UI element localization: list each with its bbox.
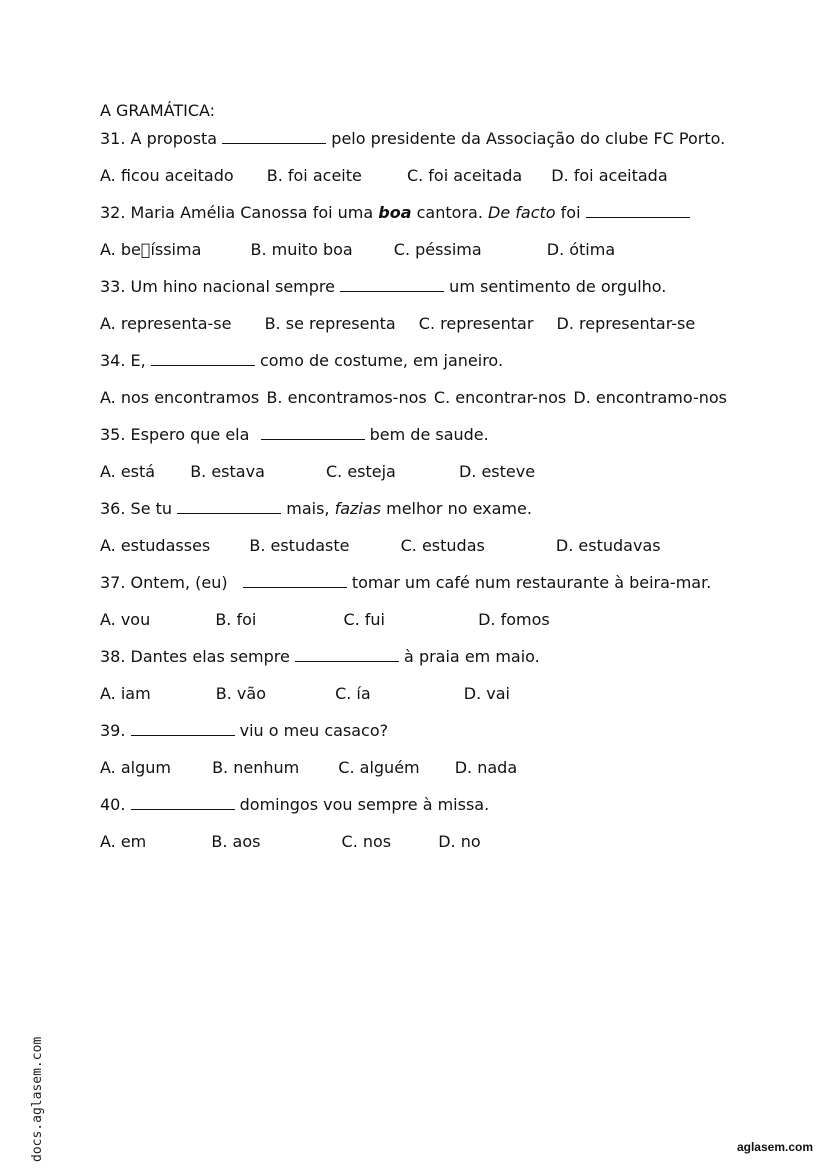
option-b: B. muito boa <box>250 240 353 259</box>
option-b: B. encontramos-nos <box>266 388 427 407</box>
option-b: B. estudaste <box>249 536 350 555</box>
answer-blank <box>177 499 281 514</box>
option-c: C. foi aceitada <box>406 166 523 185</box>
exercise-sheet <box>100 100 727 868</box>
answer-blank <box>261 425 365 440</box>
question-number: 37. <box>100 573 126 592</box>
question-text: A proposta <box>130 129 218 148</box>
options-40 <box>100 831 727 853</box>
option-a: A. algum <box>100 758 171 777</box>
question-text: um sentimento de orgulho. <box>449 277 667 296</box>
italic-phrase: De facto <box>488 203 556 222</box>
option-c: C. péssima <box>393 240 482 259</box>
option-d: D. nada <box>454 758 518 777</box>
option-a: A. iam <box>100 684 151 703</box>
option-b: B. estava <box>190 462 265 481</box>
option-a: A. estudasses <box>100 536 211 555</box>
question-number: 34. <box>100 351 126 370</box>
question-text: cantora. <box>416 203 483 222</box>
option-c: C. esteja <box>325 462 396 481</box>
option-c: C. nos <box>341 832 392 851</box>
answer-blank <box>340 277 444 292</box>
option-d: D. estudavas <box>555 536 661 555</box>
question-text: tomar um café num restaurante à beira-mar. <box>351 573 712 592</box>
answer-blank <box>243 573 347 588</box>
corner-watermark: aglasem.com <box>736 1140 813 1154</box>
question-38 <box>100 646 727 668</box>
option-a: A. vou <box>100 610 151 629</box>
options-36 <box>100 535 727 557</box>
option-b: B. foi aceite <box>266 166 362 185</box>
question-text: Dantes elas sempre <box>130 647 290 666</box>
option-d: D. ótima <box>546 240 616 259</box>
option-d: D. encontramo-nos <box>573 388 727 407</box>
question-34 <box>100 350 727 372</box>
question-text: Espero que ela <box>130 425 250 444</box>
question-text: à praia em maio. <box>404 647 540 666</box>
question-number: 33. <box>100 277 126 296</box>
option-c: C. representar <box>418 314 534 333</box>
section-heading: A GRAMÁTICA: <box>100 101 216 120</box>
question-number: 32. <box>100 203 126 222</box>
question-35 <box>100 424 727 446</box>
question-39 <box>100 720 727 742</box>
question-31 <box>100 128 727 150</box>
option-d: D. fomos <box>478 610 550 629</box>
question-text: E, <box>130 351 146 370</box>
option-d: D. no <box>438 832 481 851</box>
italic-word: fazias <box>334 499 382 518</box>
options-35 <box>100 461 727 483</box>
options-34 <box>100 387 727 409</box>
option-c: C. encontrar-nos <box>433 388 567 407</box>
question-text: Se tu <box>130 499 173 518</box>
answer-blank <box>131 721 235 736</box>
question-36 <box>100 498 727 520</box>
option-b: B. foi <box>215 610 257 629</box>
option-d: D. vai <box>463 684 510 703</box>
answer-blank <box>222 129 326 144</box>
question-text: Ontem, (eu) <box>130 573 228 592</box>
question-33 <box>100 276 727 298</box>
option-c: C. ía <box>335 684 371 703</box>
question-number: 35. <box>100 425 126 444</box>
option-b: B. nenhum <box>212 758 300 777</box>
option-a: A. ficou aceitado <box>100 166 234 185</box>
side-watermark: docs.aglasem.com <box>30 1036 45 1162</box>
question-text: foi <box>560 203 581 222</box>
question-text: pelo presidente da Associação do clube FC Porto. <box>331 129 726 148</box>
answer-blank <box>151 351 255 366</box>
option-a: A. está <box>100 462 156 481</box>
option-c: C. estudas <box>400 536 485 555</box>
question-number: 40. <box>100 795 126 814</box>
question-text: Maria Amélia Canossa foi uma <box>130 203 374 222</box>
question-text: bem de saude. <box>369 425 489 444</box>
options-33 <box>100 313 727 335</box>
options-32 <box>100 239 727 261</box>
option-b: B. vão <box>215 684 266 703</box>
question-32 <box>100 202 727 224</box>
option-c: C. fui <box>343 610 385 629</box>
question-text: domingos vou sempre à missa. <box>239 795 490 814</box>
options-38 <box>100 683 727 705</box>
option-a: A. representa-se <box>100 314 232 333</box>
option-d: D. esteve <box>458 462 536 481</box>
question-number: 36. <box>100 499 126 518</box>
emphasized-word: boa <box>378 203 412 222</box>
answer-blank <box>295 647 399 662</box>
question-text: mais, <box>286 499 330 518</box>
question-number: 31. <box>100 129 126 148</box>
option-b: B. se representa <box>264 314 396 333</box>
option-a: A. nos encontramos <box>100 388 260 407</box>
option-d: D. foi aceitada <box>551 166 668 185</box>
question-text: como de costume, em janeiro. <box>259 351 504 370</box>
answer-blank <box>586 203 690 218</box>
answer-blank <box>131 795 235 810</box>
question-40 <box>100 794 727 816</box>
question-text: Um hino nacional sempre <box>130 277 335 296</box>
option-b: B. aos <box>211 832 261 851</box>
question-text: melhor no exame. <box>386 499 532 518</box>
option-a: A. em <box>100 832 147 851</box>
option-a: A. be íssima <box>100 240 202 259</box>
question-37 <box>100 572 727 594</box>
option-d: D. representar-se <box>556 314 696 333</box>
question-number: 39. <box>100 721 126 740</box>
options-39 <box>100 757 727 779</box>
question-number: 38. <box>100 647 126 666</box>
question-text: viu o meu casaco? <box>239 721 389 740</box>
options-37 <box>100 609 727 631</box>
option-c: C. alguém <box>338 758 420 777</box>
options-31 <box>100 165 727 187</box>
